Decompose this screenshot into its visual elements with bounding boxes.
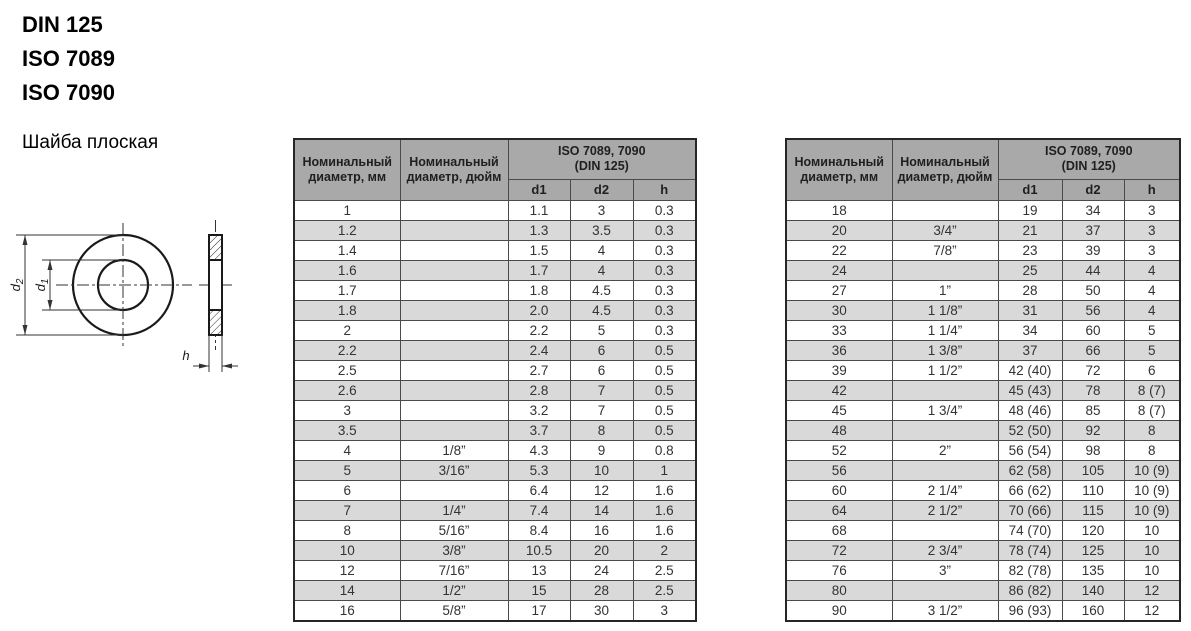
table-row	[786, 220, 1180, 240]
table-cell: 4	[1124, 260, 1180, 280]
table-cell: 52 (50)	[998, 420, 1062, 440]
table-row	[294, 340, 696, 360]
table-cell: 5.3	[508, 460, 570, 480]
table-row	[786, 460, 1180, 480]
table-cell: 0.5	[633, 340, 696, 360]
table-cell: 2.0	[508, 300, 570, 320]
table-row	[786, 560, 1180, 580]
table-cell: 0.5	[633, 400, 696, 420]
table-cell: 5	[1124, 340, 1180, 360]
table-row	[294, 380, 696, 400]
col-header-diameter-mm: Номинальный диаметр, мм	[786, 139, 892, 200]
table-row	[786, 420, 1180, 440]
table-cell: 2.2	[508, 320, 570, 340]
table-cell: 1.7	[508, 260, 570, 280]
table-cell: 6	[570, 340, 633, 360]
table-cell: 30	[570, 600, 633, 621]
table-cell: 2.7	[508, 360, 570, 380]
table-cell: 2.5	[633, 560, 696, 580]
table-cell: 37	[1062, 220, 1124, 240]
table-cell: 12	[294, 560, 400, 580]
washer-table-large-sizes	[785, 138, 1181, 622]
table-cell: 2.5	[633, 580, 696, 600]
table-cell: 44	[1062, 260, 1124, 280]
col-header-h: h	[633, 179, 696, 200]
table-cell: 23	[998, 240, 1062, 260]
table-cell: 42 (40)	[998, 360, 1062, 380]
table-cell: 1/4”	[400, 500, 508, 520]
table-cell: 4.5	[570, 280, 633, 300]
table-cell: 12	[570, 480, 633, 500]
table-row	[786, 340, 1180, 360]
table-cell: 10	[570, 460, 633, 480]
table-cell: 1.6	[633, 480, 696, 500]
table-cell: 16	[294, 600, 400, 621]
table-row	[786, 280, 1180, 300]
table-cell: 10 (9)	[1124, 480, 1180, 500]
table-cell: 45	[786, 400, 892, 420]
table-cell	[400, 220, 508, 240]
table-cell: 60	[1062, 320, 1124, 340]
table-cell: 8	[570, 420, 633, 440]
table-cell: 4.3	[508, 440, 570, 460]
table-cell	[892, 200, 998, 220]
table-cell: 80	[786, 580, 892, 600]
table-cell: 48	[786, 420, 892, 440]
table-row	[786, 480, 1180, 500]
table-cell: 140	[1062, 580, 1124, 600]
h-dimension-label: h	[182, 348, 190, 363]
table-cell: 56	[1062, 300, 1124, 320]
table-cell: 34	[1062, 200, 1124, 220]
table-cell: 3/4”	[892, 220, 998, 240]
table-cell: 37	[998, 340, 1062, 360]
table-row	[294, 600, 696, 621]
table-cell: 17	[508, 600, 570, 621]
table-cell: 48 (46)	[998, 400, 1062, 420]
table-cell: 3”	[892, 560, 998, 580]
table-cell: 20	[570, 540, 633, 560]
table-row	[294, 400, 696, 420]
table-row	[786, 260, 1180, 280]
table-cell: 0.3	[633, 280, 696, 300]
table-cell: 28	[998, 280, 1062, 300]
table-cell: 3	[570, 200, 633, 220]
table-cell: 66	[1062, 340, 1124, 360]
table-cell	[400, 420, 508, 440]
washer-technical-drawing-icon	[0, 198, 252, 386]
table-cell: 8	[1124, 420, 1180, 440]
standards-title-block	[22, 8, 115, 110]
table-cell: 1.5	[508, 240, 570, 260]
col-header-d1: d1	[998, 179, 1062, 200]
table-cell	[400, 400, 508, 420]
table-cell: 14	[570, 500, 633, 520]
table-cell	[400, 340, 508, 360]
table-cell: 3/8”	[400, 540, 508, 560]
col-header-d2: d2	[1062, 179, 1124, 200]
table-cell: 3.5	[294, 420, 400, 440]
standard-iso-7089: ISO 7089	[22, 46, 115, 71]
col-header-diameter-mm: Номинальный диаметр, мм	[294, 139, 400, 200]
table-cell: 0.3	[633, 300, 696, 320]
table-cell: 27	[786, 280, 892, 300]
table-cell: 2.4	[508, 340, 570, 360]
table-cell: 68	[786, 520, 892, 540]
table-cell: 7/8”	[892, 240, 998, 260]
d2-dimension-label: $d_2$	[8, 278, 26, 292]
table-cell	[892, 380, 998, 400]
table-cell: 6	[1124, 360, 1180, 380]
washer-table-small-sizes	[293, 138, 697, 622]
col-header-d1: d1	[508, 179, 570, 200]
table-cell: 3	[633, 600, 696, 621]
table-cell: 0.5	[633, 380, 696, 400]
table-cell: 1”	[892, 280, 998, 300]
table-cell	[400, 260, 508, 280]
table-cell: 7	[570, 400, 633, 420]
table-cell: 135	[1062, 560, 1124, 580]
table-cell: 0.3	[633, 240, 696, 260]
table-row	[294, 480, 696, 500]
table-row	[786, 600, 1180, 621]
table-row	[294, 300, 696, 320]
table-cell: 74 (70)	[998, 520, 1062, 540]
table-cell: 64	[786, 500, 892, 520]
table-cell: 5	[1124, 320, 1180, 340]
table-cell: 21	[998, 220, 1062, 240]
table-row	[294, 440, 696, 460]
table-cell: 62 (58)	[998, 460, 1062, 480]
table-cell: 8.4	[508, 520, 570, 540]
table-cell: 2 1/4”	[892, 480, 998, 500]
table-cell: 10	[1124, 560, 1180, 580]
col-header-diameter-inch: Номинальный диаметр, дюйм	[892, 139, 998, 200]
table-cell: 12	[1124, 580, 1180, 600]
table-cell: 78 (74)	[998, 540, 1062, 560]
table-row	[786, 520, 1180, 540]
table-cell: 160	[1062, 600, 1124, 621]
table-cell: 56	[786, 460, 892, 480]
table-cell: 7.4	[508, 500, 570, 520]
standard-din: DIN 125	[22, 12, 103, 37]
table-cell: 3	[294, 400, 400, 420]
table-cell: 8 (7)	[1124, 400, 1180, 420]
table-cell: 10	[1124, 520, 1180, 540]
table-cell: 1 3/4”	[892, 400, 998, 420]
table-cell: 1/2”	[400, 580, 508, 600]
table-cell: 1.6	[633, 500, 696, 520]
table-row	[294, 240, 696, 260]
table-cell: 82 (78)	[998, 560, 1062, 580]
table-cell: 1.1	[508, 200, 570, 220]
table-cell: 3.2	[508, 400, 570, 420]
table-cell: 5	[570, 320, 633, 340]
table-cell: 1.6	[294, 260, 400, 280]
col-header-h: h	[1124, 179, 1180, 200]
table-cell: 1.8	[508, 280, 570, 300]
table-cell: 120	[1062, 520, 1124, 540]
table-cell: 34	[998, 320, 1062, 340]
table-row	[786, 380, 1180, 400]
table-cell: 1 1/8”	[892, 300, 998, 320]
table-cell: 50	[1062, 280, 1124, 300]
table-cell: 2.6	[294, 380, 400, 400]
table-cell: 2 1/2”	[892, 500, 998, 520]
table-cell: 1.6	[633, 520, 696, 540]
table-cell: 5/16”	[400, 520, 508, 540]
table-cell: 3	[1124, 240, 1180, 260]
table-cell: 0.5	[633, 360, 696, 380]
table-cell: 1 3/8”	[892, 340, 998, 360]
table-cell: 0.3	[633, 260, 696, 280]
table-cell	[400, 380, 508, 400]
standard-iso-7090: ISO 7090	[22, 80, 115, 105]
table-cell	[400, 360, 508, 380]
table-cell: 92	[1062, 420, 1124, 440]
table-cell: 36	[786, 340, 892, 360]
table-cell	[400, 200, 508, 220]
table-row	[786, 400, 1180, 420]
table-row	[786, 500, 1180, 520]
table-cell	[892, 520, 998, 540]
table-cell: 20	[786, 220, 892, 240]
col-group-header-iso	[998, 139, 1180, 179]
table-cell: 8	[294, 520, 400, 540]
table-cell: 1 1/2”	[892, 360, 998, 380]
table-cell: 4	[294, 440, 400, 460]
table-cell: 2.2	[294, 340, 400, 360]
table-cell: 8	[1124, 440, 1180, 460]
table-cell: 0.3	[633, 220, 696, 240]
table-cell: 10 (9)	[1124, 460, 1180, 480]
table-cell: 24	[786, 260, 892, 280]
table-cell: 10	[294, 540, 400, 560]
table-row	[294, 420, 696, 440]
table-cell: 105	[1062, 460, 1124, 480]
section-hatch-bottom	[209, 310, 222, 335]
table-row	[294, 220, 696, 240]
table-cell: 6	[570, 360, 633, 380]
table-cell	[400, 280, 508, 300]
table-cell: 9	[570, 440, 633, 460]
table-cell: 85	[1062, 400, 1124, 420]
table-cell: 3	[1124, 200, 1180, 220]
iso-group-line2: (DIN 125)	[574, 159, 629, 174]
table-cell: 3.7	[508, 420, 570, 440]
table-cell: 4	[1124, 300, 1180, 320]
part-name-label: Шайба плоская	[22, 132, 159, 153]
table-cell: 24	[570, 560, 633, 580]
table-cell: 98	[1062, 440, 1124, 460]
table-cell: 10	[1124, 540, 1180, 560]
table-cell: 5	[294, 460, 400, 480]
table-cell: 2.8	[508, 380, 570, 400]
table-cell: 3/16”	[400, 460, 508, 480]
table-cell: 1 1/4”	[892, 320, 998, 340]
table-cell: 4	[570, 260, 633, 280]
table-cell: 19	[998, 200, 1062, 220]
table-cell: 4	[570, 240, 633, 260]
table-cell	[400, 300, 508, 320]
table-cell: 6.4	[508, 480, 570, 500]
table-cell: 2 3/4”	[892, 540, 998, 560]
table-row	[786, 540, 1180, 560]
table-row	[294, 560, 696, 580]
table-cell: 72	[786, 540, 892, 560]
table-cell: 16	[570, 520, 633, 540]
table-cell	[892, 460, 998, 480]
table-cell	[892, 580, 998, 600]
table-cell: 22	[786, 240, 892, 260]
table-cell: 14	[294, 580, 400, 600]
table-cell: 1.8	[294, 300, 400, 320]
table-cell: 18	[786, 200, 892, 220]
table-cell: 1	[633, 460, 696, 480]
table-cell: 33	[786, 320, 892, 340]
table-cell: 0.3	[633, 200, 696, 220]
col-group-header-iso	[508, 139, 696, 179]
table-cell: 4.5	[570, 300, 633, 320]
table-cell: 10 (9)	[1124, 500, 1180, 520]
table-row	[786, 320, 1180, 340]
table-cell: 110	[1062, 480, 1124, 500]
table-cell: 10.5	[508, 540, 570, 560]
table-cell: 8 (7)	[1124, 380, 1180, 400]
table-cell: 4	[1124, 280, 1180, 300]
table-cell: 1/8”	[400, 440, 508, 460]
table-cell: 0.3	[633, 320, 696, 340]
table-cell: 12	[1124, 600, 1180, 621]
iso-group-line1: ISO 7089, 7090	[557, 144, 646, 159]
table-cell: 7	[570, 380, 633, 400]
table-row	[294, 500, 696, 520]
table-cell: 78	[1062, 380, 1124, 400]
table-cell: 2	[633, 540, 696, 560]
table-cell: 42	[786, 380, 892, 400]
iso-group-line2: (DIN 125)	[1061, 159, 1116, 174]
table-row	[294, 460, 696, 480]
col-header-d2: d2	[570, 179, 633, 200]
table-cell: 2	[294, 320, 400, 340]
table-row	[786, 240, 1180, 260]
table-cell: 76	[786, 560, 892, 580]
table-row	[786, 360, 1180, 380]
table-cell: 56 (54)	[998, 440, 1062, 460]
table-cell	[892, 420, 998, 440]
table-cell: 25	[998, 260, 1062, 280]
table-cell: 6	[294, 480, 400, 500]
table-cell: 90	[786, 600, 892, 621]
table-cell: 0.8	[633, 440, 696, 460]
table-cell: 3	[1124, 220, 1180, 240]
table-cell: 45 (43)	[998, 380, 1062, 400]
table-cell: 1.4	[294, 240, 400, 260]
table-cell: 2”	[892, 440, 998, 460]
table-cell: 1	[294, 200, 400, 220]
table-row	[786, 200, 1180, 220]
d1-dimension-label: $d_1$	[33, 278, 51, 292]
table-row	[294, 580, 696, 600]
table-cell: 86 (82)	[998, 580, 1062, 600]
table-cell: 15	[508, 580, 570, 600]
table-cell: 7	[294, 500, 400, 520]
table-row	[786, 580, 1180, 600]
table-cell: 66 (62)	[998, 480, 1062, 500]
table-cell	[892, 260, 998, 280]
table-cell: 39	[1062, 240, 1124, 260]
table-cell: 70 (66)	[998, 500, 1062, 520]
table-cell: 3.5	[570, 220, 633, 240]
table-cell: 125	[1062, 540, 1124, 560]
table-cell: 31	[998, 300, 1062, 320]
table-cell: 30	[786, 300, 892, 320]
table-cell	[400, 240, 508, 260]
col-header-diameter-inch: Номинальный диаметр, дюйм	[400, 139, 508, 200]
table-row	[294, 520, 696, 540]
table-cell: 1.7	[294, 280, 400, 300]
table-cell: 7/16”	[400, 560, 508, 580]
table-row	[294, 260, 696, 280]
table-cell: 52	[786, 440, 892, 460]
table-cell: 13	[508, 560, 570, 580]
table-cell: 0.5	[633, 420, 696, 440]
table-row	[786, 300, 1180, 320]
table-row	[294, 360, 696, 380]
table-cell: 72	[1062, 360, 1124, 380]
table-cell: 2.5	[294, 360, 400, 380]
table-cell: 60	[786, 480, 892, 500]
table-row	[294, 280, 696, 300]
table-row	[294, 200, 696, 220]
table-cell: 28	[570, 580, 633, 600]
iso-group-line1: ISO 7089, 7090	[1044, 144, 1133, 159]
table-row	[786, 440, 1180, 460]
table-cell	[400, 480, 508, 500]
section-hatch-top	[209, 235, 222, 260]
table-row	[294, 540, 696, 560]
table-cell: 115	[1062, 500, 1124, 520]
table-cell: 3 1/2”	[892, 600, 998, 621]
table-row	[294, 320, 696, 340]
table-cell: 39	[786, 360, 892, 380]
table-cell: 96 (93)	[998, 600, 1062, 621]
table-cell: 5/8”	[400, 600, 508, 621]
table-cell	[400, 320, 508, 340]
table-cell: 1.3	[508, 220, 570, 240]
table-cell: 1.2	[294, 220, 400, 240]
